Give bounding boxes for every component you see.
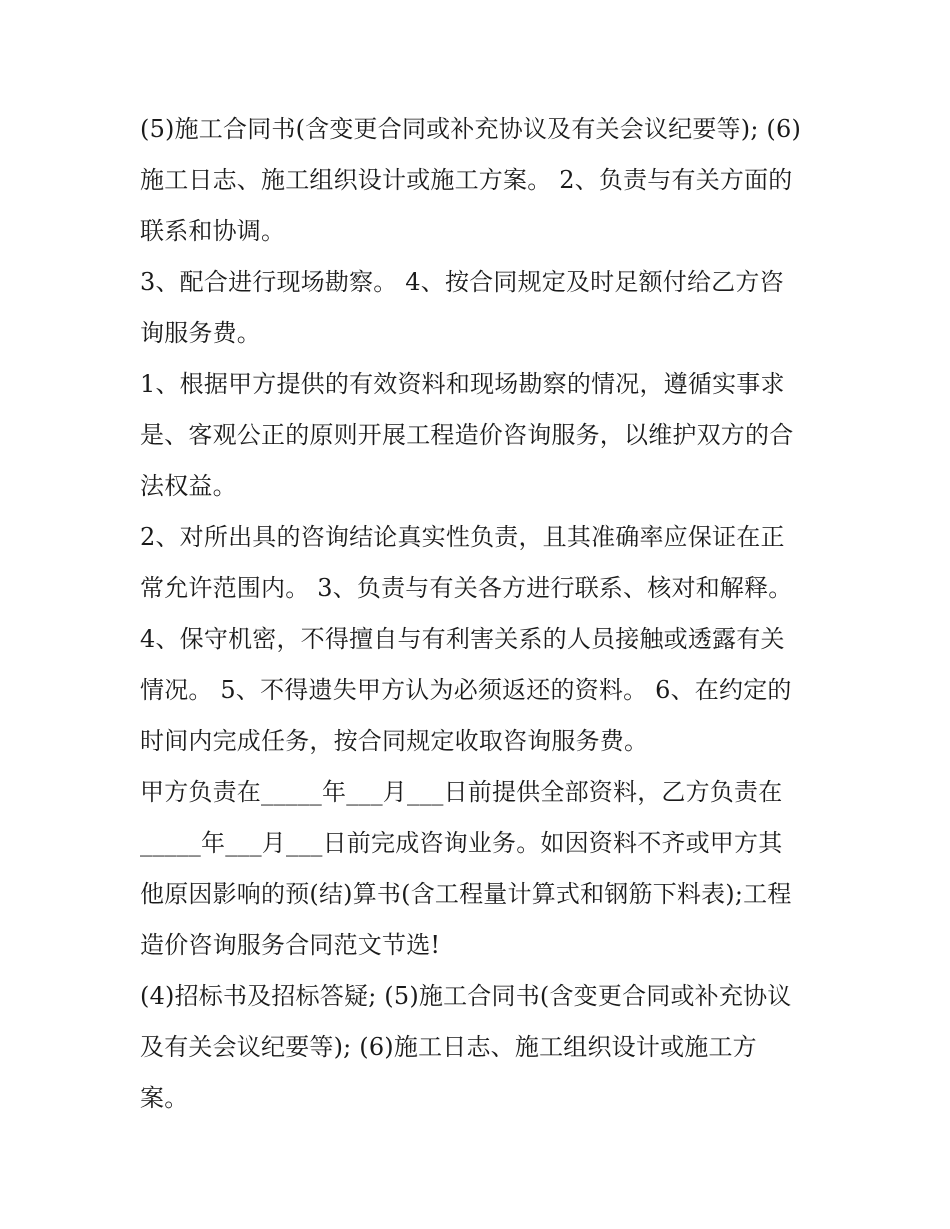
text-line: 联系和协调。 xyxy=(140,217,286,245)
text-line: 4、保守机密，不得擅自与有利害关系的人员接触或透露有关 xyxy=(140,625,785,653)
text-line: _____年___月___日前完成咨询业务。如因资料不齐或甲方其 xyxy=(140,829,783,857)
text-line: (5)施工合同书(含变更合同或补充协议及有关会议纪要等); (6) xyxy=(140,115,802,143)
text-line: 案。 xyxy=(140,1084,189,1112)
text-line: 甲方负责在_____年___月___日前提供全部资料，乙方负责在 xyxy=(140,778,783,806)
text-line: (4)招标书及招标答疑; (5)施工合同书(含变更合同或补充协议 xyxy=(140,982,792,1010)
text-line: 常允许范围内。 3、负责与有关各方进行联系、核对和解释。 xyxy=(140,574,793,602)
text-line: 是、客观公正的原则开展工程造价咨询服务，以维护双方的合 xyxy=(140,421,794,449)
text-line: 情况。 5、不得遗失甲方认为必须返还的资料。 6、在约定的 xyxy=(140,676,792,704)
text-line: 法权益。 xyxy=(140,472,237,500)
text-line: 时间内完成任务，按合同规定收取咨询服务费。 xyxy=(140,727,649,755)
text-line: 3、配合进行现场勘察。 4、按合同规定及时足额付给乙方咨 xyxy=(140,268,784,296)
text-line: 他原因影响的预(结)算书(含工程量计算式和钢筋下料表);工程 xyxy=(140,880,792,908)
text-line: 及有关会议纪要等); (6)施工日志、施工组织设计或施工方 xyxy=(140,1033,757,1061)
text-line: 1、根据甲方提供的有效资料和现场勘察的情况，遵循实事求 xyxy=(140,370,785,398)
document-body xyxy=(140,104,820,1124)
text-line: 造价咨询服务合同范文节选! xyxy=(140,931,441,959)
text-line: 询服务费。 xyxy=(140,319,261,347)
text-line: 施工日志、施工组织设计或施工方案。 2、负责与有关方面的 xyxy=(140,166,793,194)
text-line: 2、对所出具的咨询结论真实性负责，且其准确率应保证在正 xyxy=(140,523,785,551)
